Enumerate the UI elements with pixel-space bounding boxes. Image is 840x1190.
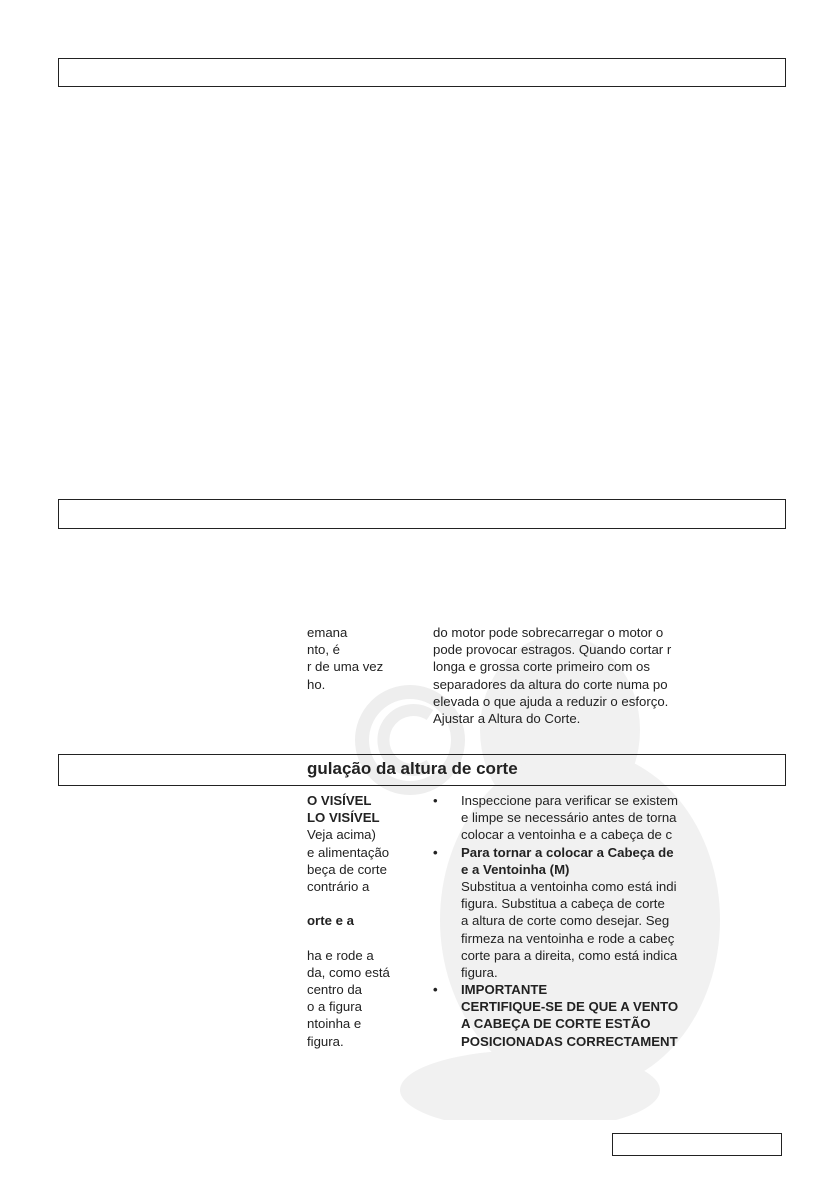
block1-left-line (307, 641, 407, 658)
block1-right-line-text: do motor pode sobrecarregar o motor o (433, 625, 664, 640)
header-frame (58, 58, 786, 87)
block1-left-line (307, 658, 407, 675)
block2-right-line (433, 895, 729, 912)
block2-left-line-text: contrário a (307, 878, 370, 894)
block2-right-line-text: Substitua a ventoinha como está indi (461, 878, 677, 894)
block1-left-line-text: ho. (307, 676, 326, 692)
block2-left-line-text: LO VISÍVEL (307, 810, 380, 826)
block2-left-line (307, 861, 409, 878)
block2-left-line-text: e alimentação (307, 844, 390, 860)
block1-right-line-text: elevada o que ajuda a reduzir o esforço. (433, 693, 669, 709)
block2-right-line-text: figura. Substitua a cabeça de corte (461, 896, 665, 912)
block2-right-line-text: e limpe se necessário antes de torna (461, 810, 677, 826)
block2-right-line-text: colocar a ventoinha e a cabeça de c (461, 827, 673, 843)
page-number-frame (612, 1133, 782, 1156)
block1-right-line (433, 676, 728, 693)
block2-left-line (307, 826, 409, 843)
block2-right-line (433, 930, 729, 947)
block1-right-line-text: longa e grossa corte primeiro com os (433, 659, 650, 675)
block2-right-line-text: A CABEÇA DE CORTE ESTÃO (461, 1016, 651, 1032)
block1-right-column (433, 624, 728, 727)
block2-left-line-text: Veja acima) (307, 827, 376, 843)
block2-right-line-text: a altura de corte como desejar. Seg (461, 913, 670, 929)
bullet-icon: • (433, 793, 438, 808)
block1-right-line (433, 710, 728, 727)
bullet-icon: • (433, 982, 438, 998)
block2-left-line (307, 1033, 409, 1050)
block2-left-line-text: orte e a (307, 913, 354, 929)
block2-left-line-text: beça de corte (307, 861, 387, 877)
block1-right-line (433, 693, 728, 710)
block2-left-line (307, 792, 409, 809)
block1-left-line-text: nto, é (307, 642, 340, 658)
block2-right-line-text: corte para a direita, como está indica (461, 947, 678, 963)
bullet-icon: • (433, 844, 438, 860)
block2-right-line (433, 826, 729, 843)
block2-right-line (433, 861, 729, 878)
block2-left-line-text: figura. (307, 1033, 344, 1049)
block2-right-line-text: Para tornar a colocar a Cabeça de (461, 844, 674, 860)
block2-right-line-text: CERTIFIQUE-SE DE QUE A VENTO (461, 999, 679, 1015)
block2-right-line (433, 878, 729, 895)
block2-left-line (307, 878, 409, 895)
section-frame-middle (58, 499, 786, 529)
block2-right-line-text: firmeza na ventoinha e rode a cabeç (461, 930, 675, 946)
block1-right-line-text: Ajustar a Altura do Corte. (433, 710, 581, 726)
block1-right-line (433, 624, 728, 641)
block2-left-line-text: o a figura (307, 999, 362, 1015)
block2-right-line (433, 981, 729, 998)
block1-right-line (433, 658, 728, 675)
section-heading: gulação da altura de corte (307, 759, 518, 778)
block2-left-line-text: centro da (307, 982, 362, 998)
block2-left-line (307, 964, 409, 981)
block2-left-line-text: ha e rode a (307, 947, 374, 963)
block2-left-line (307, 981, 409, 998)
block2-right-line (433, 792, 729, 809)
block2-left-line (307, 912, 409, 929)
block2-left-line (307, 895, 409, 912)
block2-right-line-text: e a Ventoinha (M) (461, 861, 570, 877)
block2-right-line (433, 809, 729, 826)
block2-right-line (433, 947, 729, 964)
block2-left-line (307, 1015, 409, 1032)
block2-right-line (433, 1033, 729, 1050)
block2-left-line-text: da, como está (307, 964, 390, 980)
block2-right-line-text: figura. (461, 964, 498, 980)
block2-left-column (307, 792, 409, 1050)
block1-left-line (307, 624, 407, 641)
block2-left-line (307, 809, 409, 826)
block2-right-line (433, 1015, 729, 1032)
block1-right-line-text: separadores da altura do corte numa po (433, 676, 668, 692)
block2-left-line-text: ntoinha e (307, 1016, 362, 1032)
block1-left-column (307, 624, 407, 693)
block2-right-line-text: Inspeccione para verificar se existem (461, 793, 678, 808)
block1-left-line-text: emana (307, 625, 348, 640)
block2-right-line (433, 964, 729, 981)
block1-right-line (433, 641, 728, 658)
block2-left-line (307, 844, 409, 861)
block2-right-line (433, 844, 729, 861)
block2-right-column (433, 792, 729, 1050)
block1-left-line (307, 676, 407, 693)
block2-right-line-text: IMPORTANTE (461, 982, 548, 998)
block2-right-line-text: POSICIONADAS CORRECTAMENT (461, 1033, 678, 1049)
block1-right-line-text: pode provocar estragos. Quando cortar r (433, 642, 672, 658)
block2-left-line (307, 998, 409, 1015)
block2-left-line (307, 947, 409, 964)
block2-left-line-text: O VISÍVEL (307, 793, 372, 808)
block2-right-line (433, 912, 729, 929)
block2-right-line (433, 998, 729, 1015)
block1-left-line-text: r de uma vez (307, 659, 384, 675)
block2-left-line (307, 930, 409, 947)
